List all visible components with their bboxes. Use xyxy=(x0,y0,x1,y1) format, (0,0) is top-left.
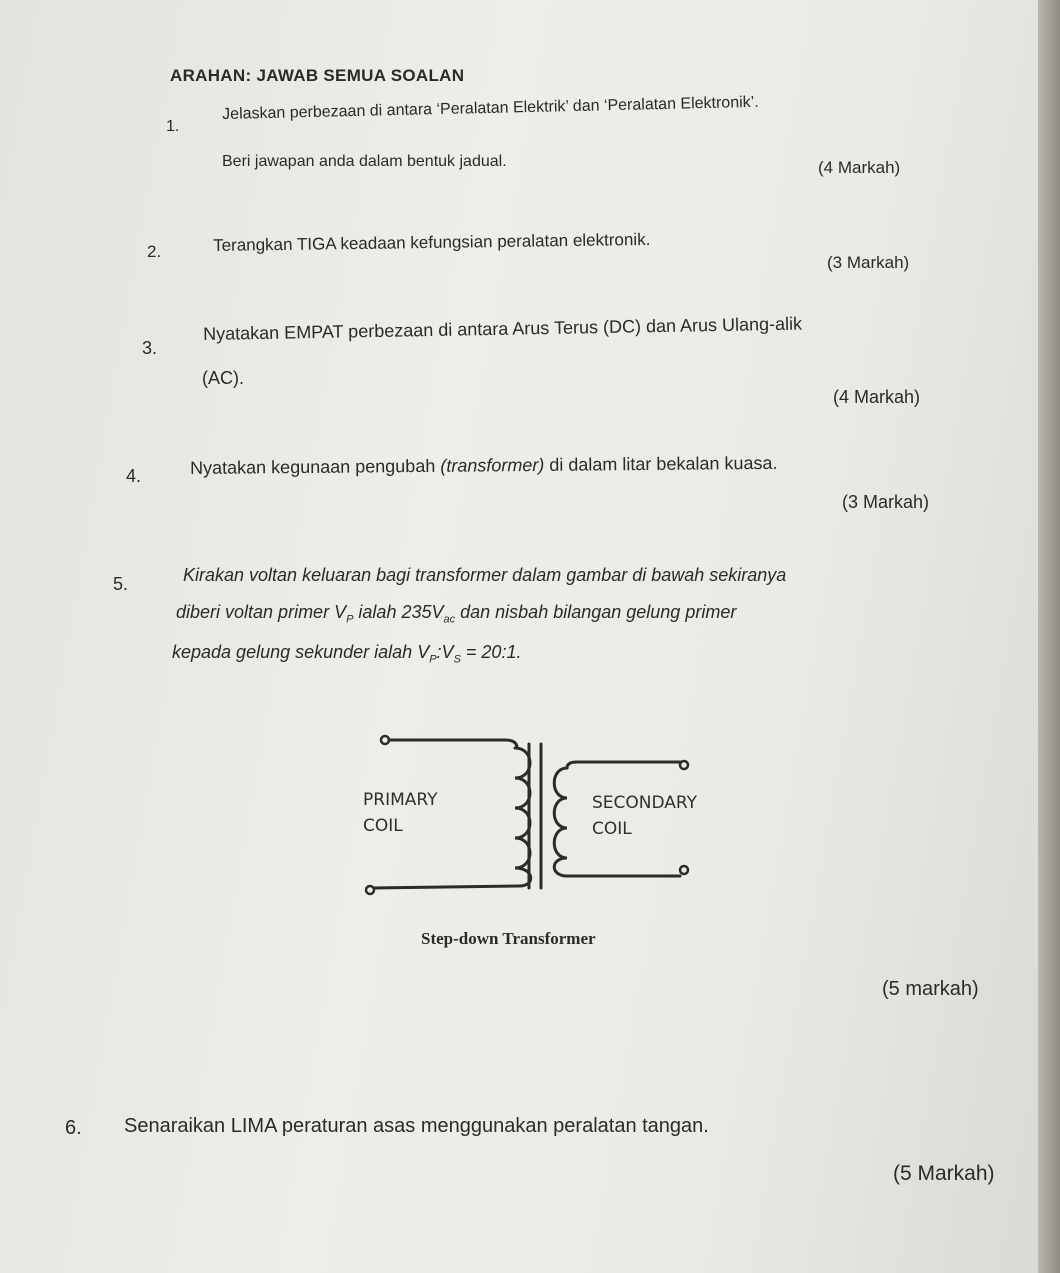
paper-edge-shadow xyxy=(1038,0,1060,1273)
question-5-marks: (5 markah) xyxy=(882,978,979,1000)
q5-sub-p: P xyxy=(346,613,354,626)
secondary-label-line-2: COIL xyxy=(592,819,632,839)
question-3-line-2: (AC). xyxy=(202,368,244,388)
question-5-line-3 xyxy=(172,642,521,666)
question-6-line-1: Senaraikan LIMA peraturan asas menggunakan peralatan tangan. xyxy=(124,1115,709,1137)
question-1-number: 1. xyxy=(166,118,180,135)
instructions-heading: ARAHAN: JAWAB SEMUA SOALAN xyxy=(170,66,465,85)
q5-text-ratio-label: kepada gelung sekunder ialah V xyxy=(172,642,430,662)
question-3-line-1: Nyatakan EMPAT perbezaan di antara Arus Terus (DC) dan Arus Ulang-alik xyxy=(203,313,803,344)
secondary-label-line-1: SECONDARY xyxy=(592,793,698,813)
q5-sub-ac: ac xyxy=(443,613,456,626)
q5-text-ratio-value: = 20:1. xyxy=(460,642,522,662)
q5-text-colon-v: :V xyxy=(436,642,454,662)
secondary-coil-label xyxy=(592,790,697,842)
q5-sub-p-2: P xyxy=(429,653,437,666)
question-2-line-1: Terangkan TIGA keadaan kefungsian peralatan elektronik. xyxy=(213,229,651,255)
secondary-terminal-bottom xyxy=(680,866,688,874)
primary-coil-label xyxy=(363,787,437,839)
question-4-marks: (3 Markah) xyxy=(842,492,930,512)
question-1-marks: (4 Markah) xyxy=(818,158,901,177)
secondary-terminal-top xyxy=(680,761,688,769)
q5-text-ratio: dan nisbah bilangan gelung primer xyxy=(455,602,737,622)
question-6-number: 6. xyxy=(65,1117,82,1139)
primary-label-line-1: PRIMARY xyxy=(363,790,438,810)
question-2-number: 2. xyxy=(147,242,162,261)
question-5-line-1: Kirakan voltan keluaran bagi transformer dalam gambar di bawah sekiranya xyxy=(183,565,787,585)
question-4-number: 4. xyxy=(126,466,142,486)
question-6-marks: (5 Markah) xyxy=(893,1162,995,1185)
question-4-text-a: Nyatakan kegunaan pengubah xyxy=(190,455,436,478)
primary-label-line-2: COIL xyxy=(363,816,403,836)
q5-sub-s: S xyxy=(453,653,461,666)
question-3-marks: (4 Markah) xyxy=(833,387,921,407)
question-2-marks: (3 Markah) xyxy=(827,253,910,272)
question-1-line-1: Jelaskan perbezaan di antara ‘Peralatan Elektrik’ dan ‘Peralatan Elektronik’. xyxy=(222,93,759,123)
question-5-line-2 xyxy=(176,602,736,626)
secondary-coil xyxy=(554,768,567,876)
q5-text-vp: diberi voltan primer V xyxy=(176,602,347,622)
question-4-term: (transformer) xyxy=(440,454,545,476)
figure-caption: Step-down Transformer xyxy=(421,929,596,948)
secondary-wire-top-curve xyxy=(567,762,577,768)
question-4-text-b: di dalam litar bekalan kuasa. xyxy=(549,452,778,475)
question-1-line-2: Beri jawapan anda dalam bentuk jadual. xyxy=(222,153,507,170)
question-3-number: 3. xyxy=(142,338,158,358)
primary-wire-bottom xyxy=(374,886,520,888)
question-5-number: 5. xyxy=(113,574,129,594)
q5-text-voltage: ialah 235V xyxy=(353,602,444,622)
